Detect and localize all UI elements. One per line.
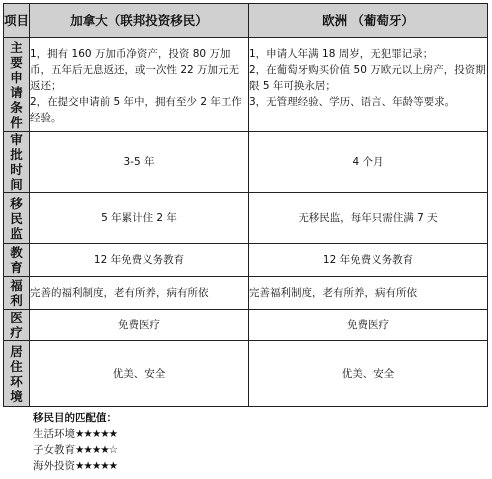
row-environment xyxy=(4,341,488,407)
row-label-medical xyxy=(4,310,30,341)
europe-environment: 优美、安全 xyxy=(249,341,488,407)
europe-medical: 免费医疗 xyxy=(249,310,488,341)
europe-req-1: 1，申请人年满 18 周岁，无犯罪记录； xyxy=(249,48,434,60)
header-canada: 加拿大（联邦投资移民） xyxy=(30,4,249,38)
header-europe: 欧洲 （葡萄牙） xyxy=(249,4,488,38)
canada-req-2: 2，在提交申请前 5 年中，拥有至少 2 年工作经验。 xyxy=(30,96,242,124)
canada-req-1: 1，拥有 160 万加币净资产，投资 80 万加币，五年后无息返还，或一次性 22 万加元无返还； xyxy=(30,48,240,92)
label-char: 监 xyxy=(10,225,23,241)
label-char: 民 xyxy=(10,210,23,226)
summary-label: 海外投资 xyxy=(33,460,75,472)
match-summary xyxy=(33,410,117,474)
label-char: 育 xyxy=(10,260,23,275)
summary-label: 子女教育 xyxy=(33,444,75,456)
label-char: 审 xyxy=(10,132,23,147)
label-char: 疗 xyxy=(10,325,23,340)
europe-req-2: 2，在葡萄牙购买价值 50 万欧元以上房产，投资期限 5 年可换永居； xyxy=(249,64,486,92)
canada-education: 12 年免费义务教育 xyxy=(30,244,249,277)
label-char: 环 xyxy=(10,373,23,389)
label-char: 移 xyxy=(10,195,23,211)
row-label-approval-time xyxy=(4,132,30,193)
label-char: 教 xyxy=(10,245,23,260)
canada-approval-time: 3-5 年 xyxy=(30,132,249,193)
vertical-label xyxy=(4,278,29,308)
label-char: 件 xyxy=(10,114,23,130)
summary-item-education xyxy=(33,442,117,458)
canada-environment: 优美、安全 xyxy=(30,341,249,407)
row-education xyxy=(4,244,488,277)
label-char: 住 xyxy=(10,358,23,374)
row-label-requirements xyxy=(4,38,30,132)
summary-label: 生活环境 xyxy=(33,428,75,440)
label-char: 境 xyxy=(10,388,23,404)
label-char: 时 xyxy=(10,162,23,177)
label-char: 居 xyxy=(10,343,23,359)
vertical-label xyxy=(4,196,29,241)
canada-requirements xyxy=(30,38,249,132)
label-char: 间 xyxy=(10,177,23,192)
europe-education: 12 年免费义务教育 xyxy=(249,244,488,277)
label-char: 主 xyxy=(10,39,23,55)
row-requirements xyxy=(4,38,488,132)
label-char: 要 xyxy=(10,54,23,70)
europe-residency: 无移民监，每年只需住满 7 天 xyxy=(249,193,488,244)
vertical-label xyxy=(4,245,29,275)
vertical-label xyxy=(4,132,29,192)
star-rating-icon: ★★★★★ xyxy=(75,460,118,472)
label-char: 福 xyxy=(10,278,23,293)
label-char: 利 xyxy=(10,293,23,308)
label-char: 批 xyxy=(10,147,23,162)
europe-approval-time: 4 个月 xyxy=(249,132,488,193)
vertical-label xyxy=(4,344,29,404)
row-label-residency xyxy=(4,193,30,244)
star-rating-icon: ★★★★☆ xyxy=(75,444,118,456)
summary-item-investment xyxy=(33,458,117,474)
europe-welfare: 完善福利制度，老有所养，病有所依 xyxy=(249,277,488,310)
label-char: 请 xyxy=(10,84,23,100)
vertical-label xyxy=(4,310,29,340)
row-label-environment xyxy=(4,341,30,407)
row-label-education xyxy=(4,244,30,277)
label-char: 申 xyxy=(10,69,23,85)
row-medical xyxy=(4,310,488,341)
star-rating-icon: ★★★★★ xyxy=(75,428,118,440)
summary-item-living xyxy=(33,426,117,442)
row-label-welfare xyxy=(4,277,30,310)
vertical-label xyxy=(4,40,29,130)
europe-requirements xyxy=(249,38,488,132)
row-approval-time xyxy=(4,132,488,193)
label-char: 条 xyxy=(10,99,23,115)
canada-residency: 5 年累计住 2 年 xyxy=(30,193,249,244)
row-welfare xyxy=(4,277,488,310)
canada-welfare: 完善的福利制度，老有所养，病有所依 xyxy=(30,277,249,310)
comparison-table xyxy=(3,3,488,407)
canada-medical: 免费医疗 xyxy=(30,310,249,341)
header-item: 项目 xyxy=(4,4,30,38)
summary-title: 移民目的匹配值： xyxy=(33,412,117,424)
europe-req-3: 3，无管理经验、学历、语言、年龄等要求。 xyxy=(249,96,456,108)
row-residency xyxy=(4,193,488,244)
header-row xyxy=(4,4,488,38)
label-char: 医 xyxy=(10,310,23,325)
